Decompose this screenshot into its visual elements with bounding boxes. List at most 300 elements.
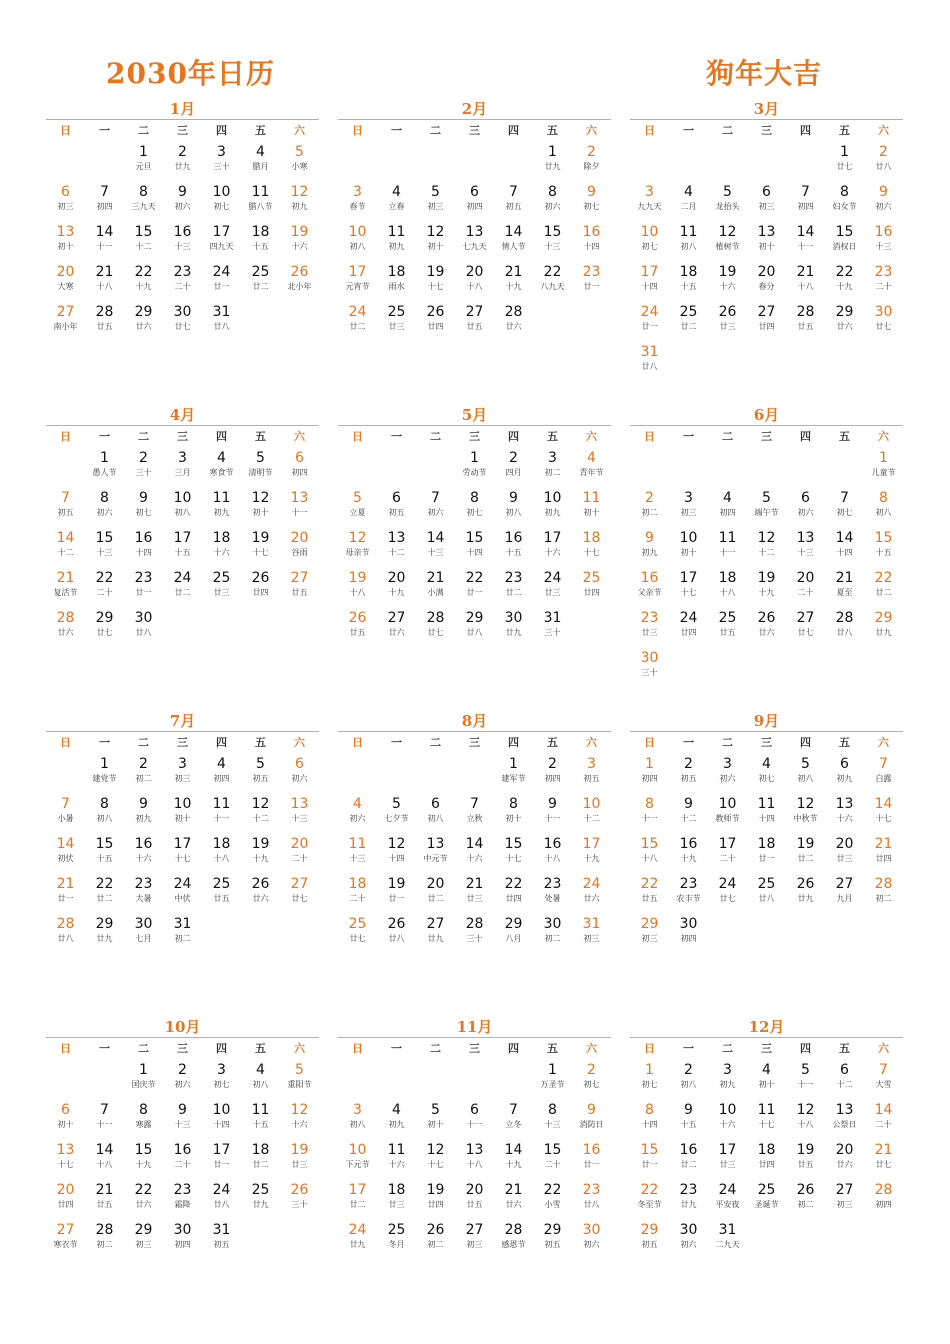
day-cell — [163, 1220, 202, 1260]
lunar-label: 廿九 — [96, 934, 113, 943]
lunar-label: 初六 — [797, 508, 814, 517]
day-number: 29 — [134, 304, 153, 320]
lunar-label: 十六 — [836, 814, 853, 823]
day-number: 27 — [465, 304, 484, 320]
day-number: 14 — [504, 224, 523, 240]
day-cell — [338, 182, 377, 222]
lunar-label: 十三 — [875, 242, 892, 251]
weekday-label: 六 — [586, 736, 597, 749]
day-cell — [708, 568, 747, 608]
day-number: 6 — [61, 1102, 70, 1118]
weekday-label: 二 — [722, 124, 733, 137]
lunar-label: 十九 — [135, 282, 152, 291]
day-cell — [708, 302, 747, 342]
weekday-label: 六 — [878, 124, 889, 137]
lunar-label: 廿五 — [641, 894, 658, 903]
day-number: 12 — [251, 796, 270, 812]
day-cell — [163, 142, 202, 182]
day-cell — [416, 914, 455, 954]
weekday-label: 六 — [294, 430, 305, 443]
day-number: 14 — [835, 530, 854, 546]
day-cell — [572, 754, 611, 794]
lunar-label: 廿五 — [96, 322, 113, 331]
day-number: 31 — [582, 916, 601, 932]
day-number: 17 — [212, 1142, 231, 1158]
lunar-label: 平安夜 — [715, 1200, 740, 1209]
day-number: 29 — [95, 610, 114, 626]
day-cell — [163, 754, 202, 794]
day-cell — [124, 754, 163, 794]
lunar-label: 初二 — [96, 1240, 113, 1249]
day-cell — [708, 1180, 747, 1220]
month-block — [630, 100, 903, 382]
day-cell — [494, 1100, 533, 1140]
day-cell — [786, 1180, 825, 1220]
day-number: 16 — [582, 1142, 601, 1158]
lunar-label: 十二 — [583, 814, 600, 823]
lunar-label: 植树节 — [715, 242, 740, 251]
day-cell — [416, 1100, 455, 1140]
day-cell — [864, 262, 903, 302]
day-number: 26 — [426, 1222, 445, 1238]
day-cell — [864, 1100, 903, 1140]
lunar-label: 立夏 — [349, 508, 366, 517]
day-number: 1 — [645, 756, 654, 772]
lunar-label: 初七 — [836, 508, 853, 517]
day-grid — [338, 448, 611, 648]
day-cell — [163, 1140, 202, 1180]
lunar-label: 十二 — [57, 548, 74, 557]
day-number: 7 — [100, 1102, 109, 1118]
weekday-label: 日 — [352, 124, 363, 137]
day-number: 28 — [796, 304, 815, 320]
day-cell — [494, 302, 533, 342]
lunar-label: 十九 — [836, 282, 853, 291]
lunar-label: 十九 — [758, 588, 775, 597]
lunar-label: 廿三 — [641, 628, 658, 637]
lunar-label: 寒食节 — [209, 468, 234, 477]
lunar-label: 初四 — [797, 202, 814, 211]
empty-cell — [46, 142, 85, 182]
day-cell — [416, 608, 455, 648]
day-cell — [708, 1140, 747, 1180]
lunar-label: 廿六 — [758, 628, 775, 637]
day-cell — [280, 1180, 319, 1220]
day-number: 21 — [465, 876, 484, 892]
day-number: 4 — [353, 796, 362, 812]
lunar-label: 廿七 — [719, 894, 736, 903]
weekday-label: 三 — [761, 736, 772, 749]
lunar-label: 十八 — [349, 588, 366, 597]
lunar-label: 初三 — [641, 934, 658, 943]
day-cell — [747, 262, 786, 302]
weekday-label: 六 — [294, 736, 305, 749]
weekday-header — [46, 120, 319, 142]
weekday-label: 五 — [547, 736, 558, 749]
lunar-label: 廿三 — [836, 854, 853, 863]
day-number: 24 — [212, 264, 231, 280]
lunar-label: 初十 — [427, 1120, 444, 1129]
lunar-label: 十八 — [719, 588, 736, 597]
day-number: 29 — [134, 1222, 153, 1238]
lunar-label: 廿二 — [797, 854, 814, 863]
day-cell — [669, 794, 708, 834]
weekday-label: 五 — [255, 124, 266, 137]
day-cell — [124, 608, 163, 648]
lunar-label: 初四 — [96, 202, 113, 211]
lunar-label: 三九天 — [131, 202, 156, 211]
day-number: 22 — [640, 876, 659, 892]
lunar-label: 中秋节 — [793, 814, 818, 823]
lunar-label: 廿二 — [96, 894, 113, 903]
day-cell — [630, 1220, 669, 1260]
day-number: 9 — [178, 1102, 187, 1118]
day-number: 25 — [387, 304, 406, 320]
day-number: 7 — [431, 490, 440, 506]
day-grid — [630, 142, 903, 382]
lunar-label: 十四 — [641, 282, 658, 291]
weekday-label: 一 — [391, 736, 402, 749]
day-cell — [669, 568, 708, 608]
day-number: 1 — [100, 450, 109, 466]
day-grid — [46, 448, 319, 648]
day-number: 3 — [353, 184, 362, 200]
day-cell — [669, 754, 708, 794]
lunar-label: 廿二 — [427, 894, 444, 903]
day-cell — [494, 794, 533, 834]
day-number: 22 — [95, 570, 114, 586]
day-cell — [708, 182, 747, 222]
day-cell — [494, 448, 533, 488]
day-number: 30 — [582, 1222, 601, 1238]
lunar-label: 十六 — [388, 1160, 405, 1169]
lunar-label: 廿七 — [96, 628, 113, 637]
lunar-label: 初十 — [57, 1120, 74, 1129]
day-grid — [630, 1060, 903, 1260]
day-cell — [572, 1060, 611, 1100]
lunar-label: 二十 — [291, 854, 308, 863]
day-number: 29 — [874, 610, 893, 626]
day-number: 25 — [212, 570, 231, 586]
lunar-label: 元宵节 — [345, 282, 370, 291]
day-number: 21 — [56, 570, 75, 586]
day-number: 17 — [582, 836, 601, 852]
day-number: 30 — [679, 1222, 698, 1238]
day-number: 28 — [835, 610, 854, 626]
lunar-label: 中伏 — [174, 894, 191, 903]
empty-cell — [455, 142, 494, 182]
day-number: 25 — [757, 876, 776, 892]
day-cell — [825, 1140, 864, 1180]
day-cell — [669, 914, 708, 954]
weekday-label: 日 — [644, 736, 655, 749]
day-cell — [533, 754, 572, 794]
lunar-label: 廿五 — [213, 894, 230, 903]
weekday-label: 一 — [391, 1042, 402, 1055]
day-cell — [46, 914, 85, 954]
lunar-label: 廿一 — [466, 588, 483, 597]
day-number: 28 — [56, 610, 75, 626]
day-number: 26 — [290, 264, 309, 280]
lunar-label: 十二 — [252, 814, 269, 823]
lunar-label: 廿九 — [680, 1200, 697, 1209]
day-cell — [241, 834, 280, 874]
day-number: 30 — [134, 610, 153, 626]
weekday-header — [338, 120, 611, 142]
day-cell — [202, 142, 241, 182]
day-cell — [708, 528, 747, 568]
day-cell — [708, 1100, 747, 1140]
day-number: 18 — [582, 530, 601, 546]
day-number: 27 — [387, 610, 406, 626]
lunar-label: 小满 — [427, 588, 444, 597]
day-cell — [280, 1060, 319, 1100]
day-number: 8 — [470, 490, 479, 506]
lunar-label: 十八 — [641, 854, 658, 863]
empty-cell — [416, 142, 455, 182]
lunar-label: 廿一 — [388, 894, 405, 903]
day-number: 3 — [723, 1062, 732, 1078]
day-cell — [46, 874, 85, 914]
empty-cell — [85, 142, 124, 182]
lunar-label: 十六 — [135, 854, 152, 863]
day-cell — [825, 182, 864, 222]
day-cell — [455, 1140, 494, 1180]
weekday-label: 三 — [177, 1042, 188, 1055]
lunar-label: 十六 — [544, 548, 561, 557]
day-number: 13 — [290, 796, 309, 812]
lunar-label: 十八 — [96, 1160, 113, 1169]
lunar-label: 十三 — [544, 242, 561, 251]
lunar-label: 初二 — [641, 508, 658, 517]
day-cell — [85, 262, 124, 302]
day-number: 19 — [796, 836, 815, 852]
lunar-label: 廿四 — [758, 322, 775, 331]
day-cell — [241, 1100, 280, 1140]
day-number: 24 — [543, 570, 562, 586]
day-cell — [202, 1060, 241, 1100]
day-number: 26 — [251, 570, 270, 586]
lunar-label: 廿八 — [836, 628, 853, 637]
lunar-label: 元旦 — [135, 162, 152, 171]
lunar-label: 初三 — [135, 1240, 152, 1249]
day-cell — [572, 222, 611, 262]
lunar-label: 十六 — [291, 1120, 308, 1129]
day-number: 21 — [796, 264, 815, 280]
day-cell — [85, 448, 124, 488]
month-block — [630, 406, 903, 688]
day-number: 4 — [217, 450, 226, 466]
lunar-label: 初五 — [213, 1240, 230, 1249]
lunar-label: 初八 — [349, 1120, 366, 1129]
empty-cell — [377, 448, 416, 488]
day-cell — [825, 262, 864, 302]
day-number: 6 — [470, 184, 479, 200]
weekday-label: 一 — [99, 430, 110, 443]
day-cell — [124, 302, 163, 342]
day-cell — [124, 222, 163, 262]
day-cell — [241, 182, 280, 222]
day-number: 30 — [504, 610, 523, 626]
day-cell — [455, 568, 494, 608]
lunar-label: 十五 — [252, 1120, 269, 1129]
lunar-label: 廿一 — [758, 854, 775, 863]
day-cell — [494, 182, 533, 222]
lunar-label: 初五 — [680, 774, 697, 783]
lunar-label: 三十 — [213, 162, 230, 171]
weekday-label: 日 — [60, 736, 71, 749]
day-number: 14 — [426, 530, 445, 546]
day-number: 10 — [582, 796, 601, 812]
lunar-label: 初七 — [135, 508, 152, 517]
lunar-label: 初二 — [544, 934, 561, 943]
day-cell — [533, 834, 572, 874]
lunar-label: 十八 — [96, 282, 113, 291]
day-cell — [280, 754, 319, 794]
day-cell — [280, 222, 319, 262]
day-number: 16 — [504, 530, 523, 546]
weekday-label: 三 — [469, 124, 480, 137]
day-cell — [786, 528, 825, 568]
lunar-label: 十一 — [96, 242, 113, 251]
weekday-label: 二 — [430, 430, 441, 443]
day-number: 18 — [679, 264, 698, 280]
day-cell — [572, 528, 611, 568]
lunar-label: 廿三 — [388, 322, 405, 331]
day-number: 18 — [757, 836, 776, 852]
lunar-label: 十四 — [641, 1120, 658, 1129]
day-number: 7 — [509, 1102, 518, 1118]
month-block — [630, 1018, 903, 1260]
day-number: 5 — [295, 144, 304, 160]
lunar-label: 廿五 — [719, 628, 736, 637]
day-number: 14 — [874, 1102, 893, 1118]
lunar-label: 廿六 — [135, 322, 152, 331]
day-number: 26 — [718, 304, 737, 320]
lunar-label: 初五 — [388, 508, 405, 517]
day-cell — [747, 302, 786, 342]
day-cell — [202, 794, 241, 834]
day-cell — [163, 222, 202, 262]
day-cell — [377, 914, 416, 954]
day-cell — [786, 182, 825, 222]
day-cell — [202, 1220, 241, 1260]
day-cell — [708, 794, 747, 834]
day-cell — [416, 222, 455, 262]
lunar-label: 廿三 — [719, 322, 736, 331]
weekday-label: 一 — [391, 430, 402, 443]
day-number: 13 — [387, 530, 406, 546]
day-number: 18 — [387, 264, 406, 280]
lunar-label: 八九天 — [540, 282, 565, 291]
day-number: 28 — [874, 1182, 893, 1198]
day-cell — [630, 834, 669, 874]
weekday-label: 日 — [352, 736, 363, 749]
day-cell — [280, 874, 319, 914]
day-number: 23 — [582, 264, 601, 280]
day-cell — [533, 1180, 572, 1220]
lunar-label: 立春 — [388, 202, 405, 211]
lunar-label: 初四 — [291, 468, 308, 477]
day-cell — [708, 874, 747, 914]
weekday-label: 四 — [800, 1042, 811, 1055]
day-number: 11 — [212, 796, 231, 812]
day-number: 27 — [426, 916, 445, 932]
day-number: 23 — [134, 570, 153, 586]
day-number: 7 — [879, 1062, 888, 1078]
day-cell — [377, 1180, 416, 1220]
lunar-label: 初七 — [583, 202, 600, 211]
day-cell — [85, 754, 124, 794]
day-cell — [825, 568, 864, 608]
lunar-label: 廿一 — [213, 1160, 230, 1169]
day-cell — [46, 1140, 85, 1180]
day-cell — [669, 1180, 708, 1220]
day-number: 11 — [251, 184, 270, 200]
day-cell — [630, 568, 669, 608]
lunar-label: 廿九 — [505, 628, 522, 637]
day-number: 6 — [762, 184, 771, 200]
lunar-label: 十七 — [57, 1160, 74, 1169]
day-cell — [630, 342, 669, 382]
lunar-label: 廿六 — [505, 322, 522, 331]
weekday-header — [46, 426, 319, 448]
day-number: 12 — [290, 1102, 309, 1118]
weekday-label: 二 — [430, 1042, 441, 1055]
day-cell — [864, 488, 903, 528]
weekday-label: 二 — [430, 736, 441, 749]
day-cell — [669, 1140, 708, 1180]
day-number: 19 — [251, 530, 270, 546]
lunar-label: 十三 — [291, 814, 308, 823]
day-number: 2 — [509, 450, 518, 466]
lunar-label: 廿七 — [174, 322, 191, 331]
day-cell — [377, 222, 416, 262]
day-number: 16 — [582, 224, 601, 240]
day-number: 23 — [640, 610, 659, 626]
day-cell — [572, 142, 611, 182]
day-cell — [533, 874, 572, 914]
lunar-label: 廿七 — [427, 628, 444, 637]
lunar-label: 初五 — [252, 774, 269, 783]
weekday-label: 日 — [60, 124, 71, 137]
day-cell — [338, 834, 377, 874]
day-cell — [747, 528, 786, 568]
day-number: 22 — [874, 570, 893, 586]
day-number: 25 — [387, 1222, 406, 1238]
weekday-label: 四 — [508, 430, 519, 443]
lunar-label: 廿八 — [135, 628, 152, 637]
day-number: 24 — [718, 1182, 737, 1198]
day-cell — [280, 182, 319, 222]
day-number: 8 — [100, 796, 109, 812]
day-cell — [124, 528, 163, 568]
day-number: 23 — [504, 570, 523, 586]
day-number: 15 — [504, 836, 523, 852]
lunar-label: 大寒 — [57, 282, 74, 291]
day-grid — [338, 754, 611, 954]
day-cell — [241, 262, 280, 302]
month-name: 9月 — [753, 712, 780, 730]
lunar-label: 十三 — [427, 548, 444, 557]
lunar-label: 龙抬头 — [715, 202, 740, 211]
day-number: 11 — [251, 1102, 270, 1118]
day-cell — [85, 528, 124, 568]
weekday-label: 日 — [644, 1042, 655, 1055]
lunar-label: 初二 — [427, 1240, 444, 1249]
lunar-label: 夏至 — [836, 588, 853, 597]
day-number: 17 — [679, 570, 698, 586]
